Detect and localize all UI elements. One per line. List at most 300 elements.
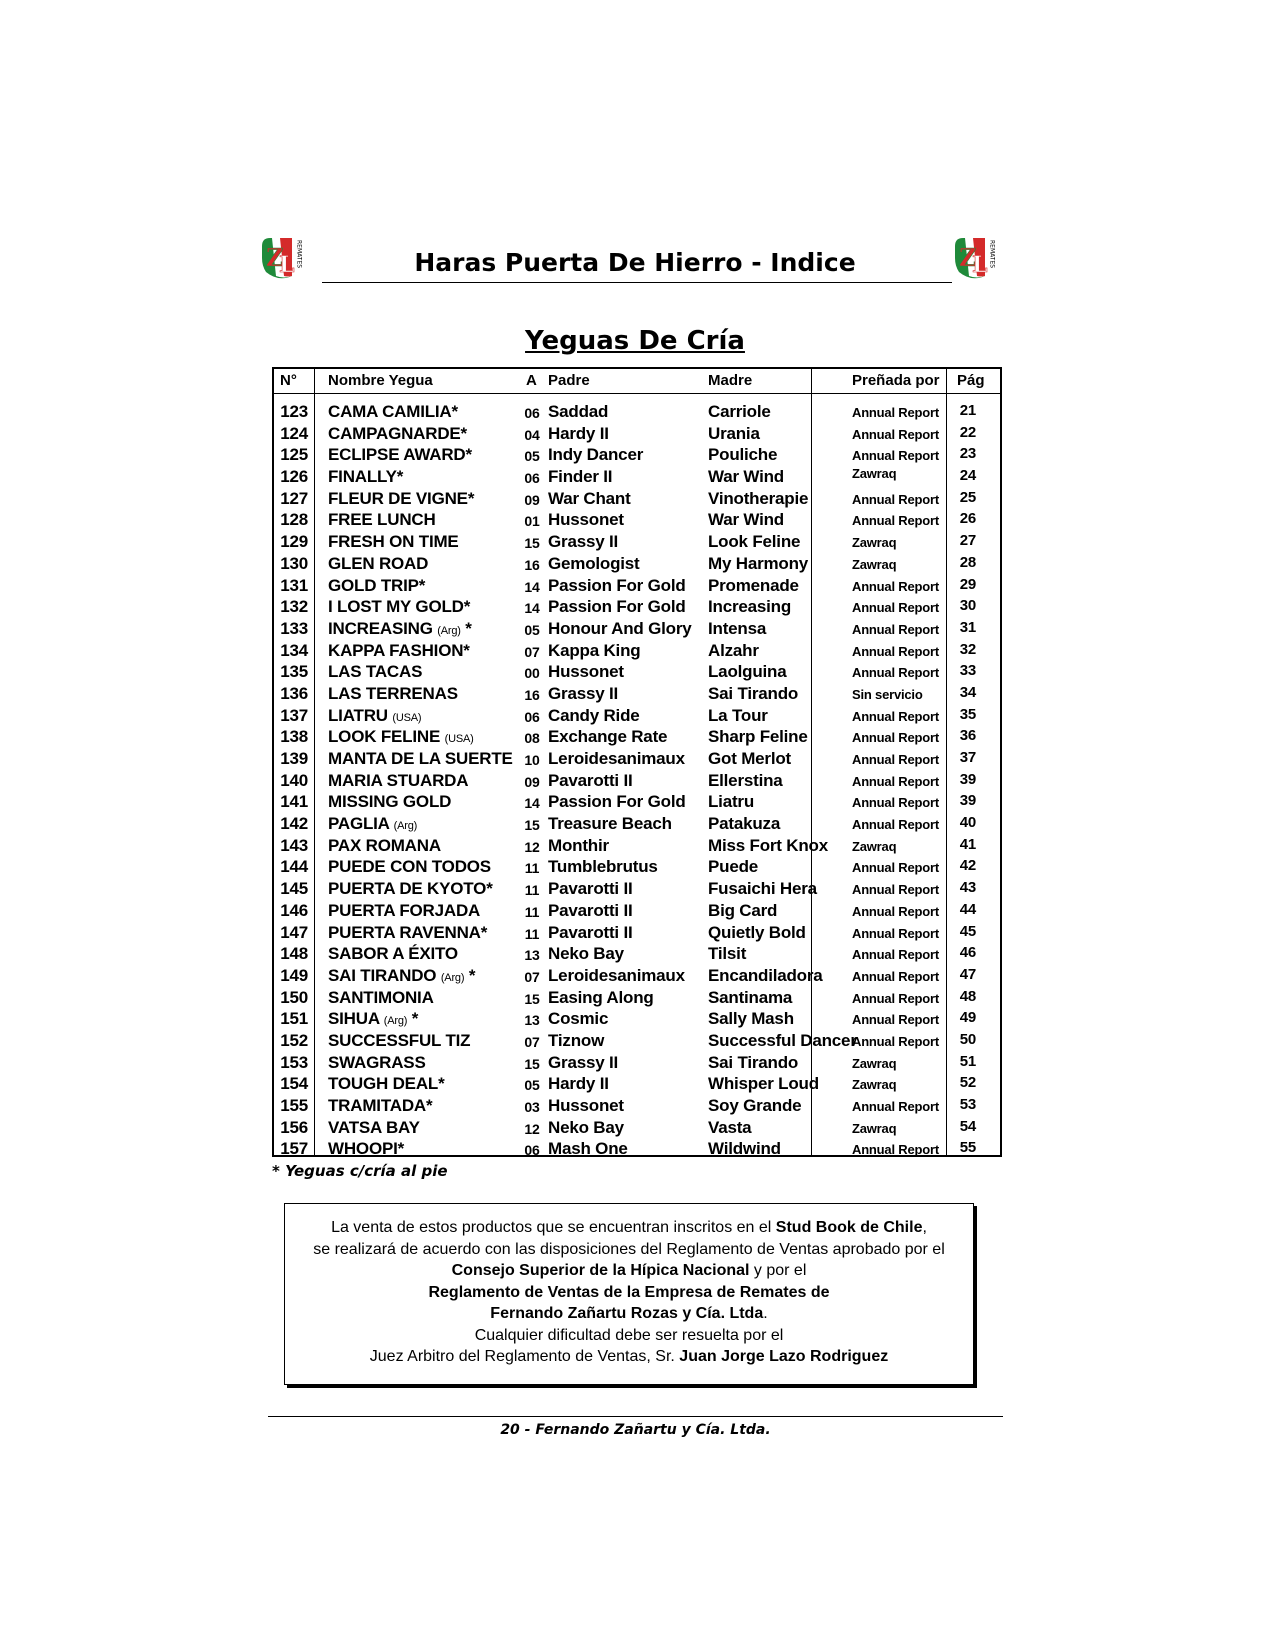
dam-name: Miss Fort Knox xyxy=(708,835,828,855)
mare-number: 123 xyxy=(280,402,308,421)
mare-number: 137 xyxy=(280,705,308,725)
mare-name-cell xyxy=(328,988,434,1008)
table-row xyxy=(274,1118,1000,1140)
page-number: 49 xyxy=(959,1009,976,1027)
birth-year: 11 xyxy=(524,882,540,899)
table-row xyxy=(274,1096,1000,1118)
birth-year: 06 xyxy=(524,405,540,421)
mare-name: FLEUR DE VIGNE* xyxy=(328,488,475,508)
mare-number: 148 xyxy=(280,944,308,964)
dam-name: La Tour xyxy=(708,705,768,725)
pregnant-by: Annual Report xyxy=(852,773,939,789)
mare-number: 155 xyxy=(280,1096,308,1115)
page-number: 45 xyxy=(959,922,976,940)
mare-name-suffix: * xyxy=(411,1009,419,1029)
page-number: 40 xyxy=(959,814,976,832)
table-row xyxy=(274,879,1000,901)
page-number: 30 xyxy=(959,597,976,615)
page-number: 27 xyxy=(959,532,976,550)
mare-name-cell xyxy=(328,662,422,682)
birth-year: 07 xyxy=(524,1033,540,1050)
notice-line: Fernando Zañartu Rozas y Cía. Ltda. xyxy=(490,1305,768,1322)
mare-number: 152 xyxy=(280,1030,308,1050)
sire-name: Passion For Gold xyxy=(548,575,686,595)
mare-origin: (Arg) xyxy=(437,624,461,637)
table-row xyxy=(274,1009,1000,1031)
table-row xyxy=(274,489,1000,511)
mare-name-cell xyxy=(328,727,474,747)
mare-number: 151 xyxy=(280,1009,308,1029)
birth-year: 09 xyxy=(524,773,540,790)
pregnant-by: Zawraq xyxy=(852,1120,897,1136)
mare-name: INCREASING xyxy=(328,618,433,638)
mare-origin: (Arg) xyxy=(393,820,418,833)
mare-name: MARIA STUARDA xyxy=(328,770,469,790)
mare-name-cell xyxy=(328,510,436,530)
table-row xyxy=(274,1031,1000,1053)
mare-name-cell xyxy=(328,402,458,422)
sire-name: Easing Along xyxy=(548,987,654,1007)
pregnant-by: Annual Report xyxy=(852,730,939,746)
sire-name: Grassy II xyxy=(548,532,619,552)
page-number: 32 xyxy=(959,640,976,658)
mare-name: SABOR A ÉXITO xyxy=(328,944,458,964)
page-number: 47 xyxy=(959,965,976,983)
page-number: 26 xyxy=(959,510,976,528)
pregnant-by: Zawraq xyxy=(852,838,897,854)
pregnant-by: Annual Report xyxy=(852,600,939,616)
birth-year: 16 xyxy=(524,686,540,703)
mare-name: CAMPAGNARDE* xyxy=(328,423,467,443)
birth-year: 13 xyxy=(524,947,540,964)
table-row xyxy=(274,402,1000,424)
pregnant-by: Annual Report xyxy=(852,491,939,507)
pregnant-by: Annual Report xyxy=(852,1099,939,1114)
dam-name: Tilsit xyxy=(708,944,747,964)
page-number: 24 xyxy=(959,467,976,485)
page-number: 22 xyxy=(959,423,976,441)
sire-name: Leroidesanimaux xyxy=(548,749,685,768)
sire-name: Finder II xyxy=(548,467,613,487)
zl-remates-logo-left xyxy=(258,232,310,284)
sire-name: Hardy II xyxy=(548,423,609,443)
dam-name: My Harmony xyxy=(708,553,809,573)
table-body xyxy=(274,402,1000,1161)
dam-name: Vinotherapie xyxy=(708,488,809,508)
sire-name: Hussonet xyxy=(548,510,624,530)
sire-name: Grassy II xyxy=(548,1052,619,1072)
mare-number: 141 xyxy=(280,792,308,812)
pregnant-by: Zawraq xyxy=(852,1077,897,1093)
mare-name-cell xyxy=(328,1118,420,1138)
header-dam: Madre xyxy=(708,372,753,389)
mare-name-cell xyxy=(328,641,470,661)
sire-name: Hussonet xyxy=(548,1096,624,1115)
notice-line: La venta de estos productos que se encuentran inscritos en el Stud Book de Chile, xyxy=(331,1219,927,1236)
sale-conditions-notice xyxy=(284,1203,974,1385)
table-row xyxy=(274,923,1000,945)
header-pregnant-by: Preñada por xyxy=(852,372,940,389)
mare-name-cell xyxy=(328,532,459,552)
dam-name: Encandiladora xyxy=(708,965,823,985)
sire-name: Leroidesanimaux xyxy=(548,965,685,985)
page-header-title: Haras Puerta De Hierro - Indice xyxy=(414,248,856,277)
birth-year: 14 xyxy=(524,600,540,617)
mare-number: 154 xyxy=(280,1074,308,1094)
mare-number: 138 xyxy=(280,727,308,747)
header-year: A xyxy=(526,372,537,389)
birth-year: 06 xyxy=(524,708,540,725)
mare-name-cell xyxy=(328,576,425,596)
sire-name: Pavarotti II xyxy=(548,770,633,790)
table-row xyxy=(274,510,1000,532)
svg-text:Z: Z xyxy=(266,243,284,272)
mare-name-cell xyxy=(328,619,472,639)
pregnant-by: Annual Report xyxy=(852,860,939,876)
sire-name: Pavarotti II xyxy=(548,922,633,942)
table-row xyxy=(274,684,1000,706)
mare-number: 157 xyxy=(280,1139,308,1159)
dam-name: Sai Tirando xyxy=(708,683,799,703)
mare-number: 133 xyxy=(280,618,308,638)
mare-name: I LOST MY GOLD* xyxy=(328,597,471,617)
footer-divider xyxy=(268,1416,1003,1417)
mare-name-cell xyxy=(328,1053,426,1073)
mare-name-suffix: * xyxy=(468,965,476,985)
birth-year: 03 xyxy=(524,1099,540,1115)
mare-name: FINALLY* xyxy=(328,467,404,487)
mare-name: SANTIMONIA xyxy=(328,987,434,1007)
birth-year: 15 xyxy=(524,1055,540,1072)
pregnant-by: Zawraq xyxy=(852,1055,897,1071)
mare-name: PUERTA RAVENNA* xyxy=(328,922,488,942)
sire-name: Neko Bay xyxy=(548,1117,624,1137)
mare-name: FREE LUNCH xyxy=(328,510,436,530)
table-row xyxy=(274,857,1000,879)
mare-name-cell xyxy=(328,879,493,899)
table-row xyxy=(274,662,1000,684)
mare-name-suffix: * xyxy=(465,618,472,638)
birth-year: 07 xyxy=(524,643,540,660)
mare-number: 134 xyxy=(280,640,308,660)
page-number: 55 xyxy=(959,1139,976,1157)
dam-name: Carriole xyxy=(708,402,771,421)
table-row xyxy=(274,641,1000,663)
page-number: 46 xyxy=(959,944,976,962)
mare-name: GLEN ROAD xyxy=(328,553,429,573)
svg-text:REMATES: REMATES xyxy=(988,240,996,269)
dam-name: Sai Tirando xyxy=(708,1052,799,1072)
table-row xyxy=(274,966,1000,988)
mare-name-cell xyxy=(328,1009,418,1029)
mares-index-table xyxy=(272,367,1002,1157)
birth-year: 15 xyxy=(524,535,540,552)
dam-name: Santinama xyxy=(708,987,793,1007)
mare-number: 156 xyxy=(280,1117,308,1137)
mare-name-cell xyxy=(328,684,458,704)
table-row xyxy=(274,1053,1000,1075)
pregnant-by: Annual Report xyxy=(852,882,939,898)
page-number: 23 xyxy=(959,445,976,463)
table-row xyxy=(274,576,1000,598)
table-row xyxy=(274,424,1000,446)
mare-name-cell xyxy=(328,1031,470,1051)
mare-number: 130 xyxy=(280,553,308,573)
dam-name: Quietly Bold xyxy=(708,922,806,942)
mare-origin: (Arg) xyxy=(383,1015,408,1028)
mare-name-cell xyxy=(328,771,468,791)
mare-name: TOUGH DEAL* xyxy=(328,1074,445,1094)
dam-name: Patakuza xyxy=(708,814,781,834)
page-number: 34 xyxy=(959,683,976,701)
mare-name-cell xyxy=(328,836,441,856)
dam-name: Puede xyxy=(708,857,759,877)
pregnant-by: Annual Report xyxy=(852,795,939,811)
birth-year: 05 xyxy=(524,621,540,638)
dam-name: Soy Grande xyxy=(708,1096,802,1115)
birth-year: 06 xyxy=(524,470,540,487)
birth-year: 06 xyxy=(524,1142,540,1159)
dam-name: Look Feline xyxy=(708,532,801,552)
sire-name: Neko Bay xyxy=(548,944,624,964)
pregnant-by: Sin servicio xyxy=(852,686,923,702)
mare-name: VATSA BAY xyxy=(328,1117,420,1137)
birth-year: 14 xyxy=(524,578,540,595)
pregnant-by: Annual Report xyxy=(852,448,939,464)
pregnant-by: Annual Report xyxy=(852,1033,939,1049)
page-number: 31 xyxy=(959,618,976,636)
birth-year: 09 xyxy=(524,491,540,508)
table-row xyxy=(274,901,1000,923)
mare-name: PAGLIA xyxy=(328,814,390,834)
sire-name: Saddad xyxy=(548,402,609,421)
mare-number: 149 xyxy=(280,965,308,985)
pregnant-by: Annual Report xyxy=(852,578,939,594)
dam-name: Vasta xyxy=(708,1117,752,1137)
birth-year: 04 xyxy=(524,426,540,443)
dam-name: Intensa xyxy=(708,618,767,638)
table-row xyxy=(274,467,1000,489)
pregnant-by: Annual Report xyxy=(852,426,939,442)
mare-name: PAX ROMANA xyxy=(328,835,441,855)
page-number: 54 xyxy=(959,1117,976,1135)
mare-origin: (USA) xyxy=(392,711,422,724)
mare-name-cell xyxy=(328,792,451,812)
mare-number: 146 xyxy=(280,900,308,920)
mare-number: 127 xyxy=(280,488,308,508)
pregnant-by: Annual Report xyxy=(852,990,939,1006)
sire-name: Pavarotti II xyxy=(548,900,633,920)
mare-name: KAPPA FASHION* xyxy=(328,640,470,660)
svg-text:Z: Z xyxy=(959,243,977,272)
mare-number: 128 xyxy=(280,510,308,530)
page-number: 21 xyxy=(959,402,976,419)
mare-name: MANTA DE LA SUERTE xyxy=(328,749,513,768)
page-number: 35 xyxy=(959,705,976,723)
mare-name-cell xyxy=(328,923,487,943)
mare-name-cell xyxy=(328,814,417,834)
page-number: 43 xyxy=(959,879,976,897)
mare-name: LIATRU xyxy=(328,705,388,725)
dam-name: Urania xyxy=(708,423,760,443)
mare-number: 143 xyxy=(280,835,308,855)
page-number: 42 xyxy=(959,857,976,875)
mare-name: LOOK FELINE xyxy=(328,727,441,747)
mare-name-cell xyxy=(328,489,474,509)
mare-name: WHOOPI* xyxy=(328,1139,405,1159)
notice-line: Juez Arbitro del Reglamento de Ventas, Sr. Juan Jorge Lazo Rodriguez xyxy=(369,1348,889,1365)
page-number: 36 xyxy=(959,727,976,745)
mare-name: PUEDE CON TODOS xyxy=(328,857,491,877)
page-number: 25 xyxy=(959,488,976,506)
page-footer: 20 - Fernando Zañartu y Cía. Ltda. xyxy=(500,1422,771,1438)
pregnant-by: Annual Report xyxy=(852,708,939,724)
table-row xyxy=(274,792,1000,814)
mare-name: CAMA CAMILIA* xyxy=(328,402,458,421)
table-row xyxy=(274,771,1000,793)
mare-origin: (Arg) xyxy=(440,971,465,984)
birth-year: 07 xyxy=(524,968,540,985)
sire-name: Candy Ride xyxy=(548,705,640,725)
sire-name: Mash One xyxy=(548,1139,628,1159)
page-number: 44 xyxy=(959,900,976,918)
page-number: 39 xyxy=(959,770,976,788)
table-row xyxy=(274,1074,1000,1096)
sire-name: Passion For Gold xyxy=(548,792,686,812)
page-number: 51 xyxy=(959,1052,976,1070)
dam-name: Pouliche xyxy=(708,445,778,465)
sire-name: Kappa King xyxy=(548,640,641,660)
table-row xyxy=(274,749,1000,771)
mare-number: 131 xyxy=(280,575,308,595)
notice-line: Cualquier dificultad debe ser resuelta por el xyxy=(474,1326,784,1344)
table-row xyxy=(274,706,1000,728)
pregnant-by: Annual Report xyxy=(852,817,939,833)
pregnant-by: Annual Report xyxy=(852,968,939,984)
pregnant-by: Annual Report xyxy=(852,903,939,919)
sire-name: Tumblebrutus xyxy=(548,857,658,877)
header-mare-name: Nombre Yegua xyxy=(328,372,433,389)
mare-name-cell xyxy=(328,1139,404,1159)
sire-name: Hussonet xyxy=(548,662,624,682)
dam-name: Sally Mash xyxy=(708,1009,794,1029)
mare-number: 144 xyxy=(280,857,308,877)
page-number: 28 xyxy=(959,553,976,571)
mare-number: 124 xyxy=(280,423,308,443)
birth-year: 05 xyxy=(524,1077,540,1094)
table-row xyxy=(274,619,1000,641)
dam-name: Liatru xyxy=(708,792,755,812)
pregnant-by: Annual Report xyxy=(852,643,939,659)
pregnant-by: Annual Report xyxy=(852,1142,939,1158)
notice-line: Reglamento de Ventas de la Empresa de Remates de xyxy=(428,1283,830,1301)
mare-name-cell xyxy=(328,944,458,964)
dam-name: Wildwind xyxy=(708,1139,781,1159)
mare-name: LAS TERRENAS xyxy=(328,683,458,703)
dam-name: Increasing xyxy=(708,597,792,617)
birth-year: 11 xyxy=(524,903,540,920)
svg-text:REMATES: REMATES xyxy=(295,240,303,269)
zl-remates-logo-right xyxy=(951,232,1003,284)
table-row xyxy=(274,554,1000,576)
table-row xyxy=(274,532,1000,554)
footnote: * Yeguas c/cría al pie xyxy=(272,1162,448,1180)
page-number: 33 xyxy=(959,662,976,680)
table-row xyxy=(274,727,1000,749)
dam-name: Got Merlot xyxy=(708,749,791,768)
mare-name-cell xyxy=(328,857,491,877)
svg-text:L: L xyxy=(972,252,988,278)
table-header xyxy=(274,369,1000,394)
mare-number: 136 xyxy=(280,683,308,703)
pregnant-by: Annual Report xyxy=(852,947,939,963)
mare-name: MISSING GOLD xyxy=(328,792,452,812)
mare-name: SAI TIRANDO xyxy=(328,965,437,985)
mare-name-cell xyxy=(328,445,472,465)
mare-name-cell xyxy=(328,597,470,617)
mare-name-cell xyxy=(328,424,467,444)
mare-name: PUERTA DE KYOTO* xyxy=(328,879,493,899)
sire-name: Honour And Glory xyxy=(548,618,692,638)
svg-text:L: L xyxy=(279,252,295,278)
birth-year: 00 xyxy=(524,665,540,682)
mare-number: 153 xyxy=(280,1052,308,1072)
birth-year: 08 xyxy=(524,730,540,747)
mare-name: ECLIPSE AWARD* xyxy=(328,445,472,465)
pregnant-by: Annual Report xyxy=(852,665,939,681)
mare-name: SWAGRASS xyxy=(328,1052,426,1072)
table-row xyxy=(274,814,1000,836)
header-number: N° xyxy=(280,372,297,389)
mare-name-cell xyxy=(328,966,475,986)
table-row xyxy=(274,988,1000,1010)
page-number: 48 xyxy=(959,987,976,1005)
dam-name: Fusaichi Hera xyxy=(708,879,817,899)
birth-year: 13 xyxy=(524,1012,540,1029)
birth-year: 12 xyxy=(524,1120,540,1137)
mare-name: GOLD TRIP* xyxy=(328,575,426,595)
birth-year: 15 xyxy=(524,817,540,834)
sire-name: Gemologist xyxy=(548,553,640,573)
mare-name-cell xyxy=(328,554,428,574)
birth-year: 15 xyxy=(524,990,540,1007)
dam-name: Whisper Loud xyxy=(708,1074,819,1094)
mare-name: FRESH ON TIME xyxy=(328,532,459,552)
table-row xyxy=(274,944,1000,966)
birth-year: 14 xyxy=(524,795,540,812)
table-row xyxy=(274,836,1000,858)
mare-name: SIHUA xyxy=(328,1009,380,1029)
dam-name: Successful Dancer xyxy=(708,1030,857,1050)
mare-number: 147 xyxy=(280,922,308,942)
pregnant-by: Zawraq xyxy=(852,466,897,482)
page-number: 50 xyxy=(959,1030,976,1048)
table-row xyxy=(274,1139,1000,1161)
mare-number: 142 xyxy=(280,814,308,834)
sire-name: Indy Dancer xyxy=(548,445,644,465)
header-divider xyxy=(322,282,952,283)
sire-name: Exchange Rate xyxy=(548,727,668,747)
sire-name: Pavarotti II xyxy=(548,879,633,899)
page-number: 37 xyxy=(959,749,976,766)
dam-name: Sharp Feline xyxy=(708,727,808,747)
page-number: 29 xyxy=(959,575,976,593)
pregnant-by: Annual Report xyxy=(852,513,939,529)
dam-name: Big Card xyxy=(708,900,778,920)
mare-number: 145 xyxy=(280,879,308,899)
birth-year: 16 xyxy=(524,556,540,573)
sire-name: War Chant xyxy=(548,488,631,508)
